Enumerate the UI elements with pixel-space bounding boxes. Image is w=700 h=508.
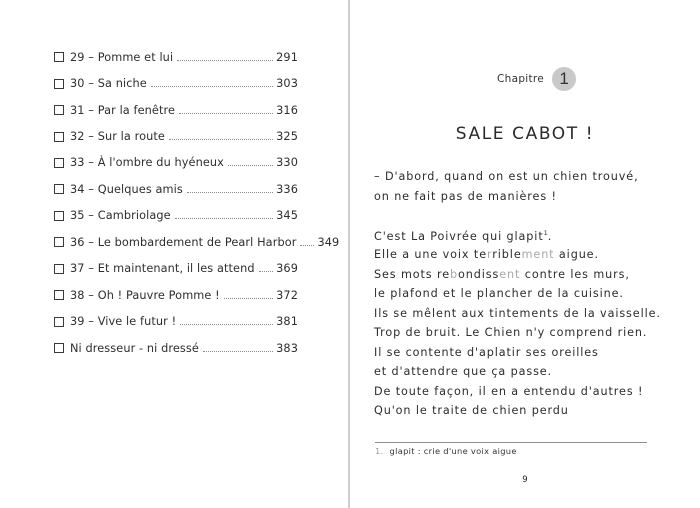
- silent-letter: ment: [521, 248, 555, 261]
- toc-page: 330: [276, 156, 298, 170]
- chapter-checkbox[interactable]: [54, 237, 64, 247]
- chapter-checkbox[interactable]: [54, 343, 64, 353]
- text-line: [374, 268, 664, 288]
- chapter-checkbox[interactable]: [54, 264, 64, 274]
- dot-leader: [203, 351, 273, 352]
- toc-title: 39 – Vive le futur !: [70, 315, 177, 329]
- chapter-checkbox[interactable]: [54, 52, 64, 62]
- toc-title: 34 – Quelques amis: [70, 182, 183, 196]
- page-gutter-divider: [348, 0, 350, 508]
- footnote-separator: [375, 442, 647, 443]
- text-span: contre les murs,: [520, 267, 630, 281]
- silent-letter: r: [486, 248, 493, 261]
- toc-title: 33 – À l'ombre du hyéneux: [70, 156, 224, 170]
- dot-leader: [300, 245, 314, 246]
- toc-page: 336: [276, 182, 298, 196]
- chapter-checkbox[interactable]: [54, 184, 64, 194]
- toc-row: [54, 256, 298, 282]
- toc-page: 291: [276, 50, 298, 64]
- toc-row: [54, 229, 340, 255]
- text-line: – D'abord, quand on est un chien trouvé,: [374, 170, 639, 183]
- dot-leader: [177, 60, 273, 61]
- chapter-checkbox[interactable]: [54, 105, 64, 115]
- text-span: Elle a une voix te: [374, 248, 487, 261]
- toc-page: 325: [276, 130, 298, 144]
- toc-page: 345: [276, 209, 298, 223]
- chapter-number-badge: 1: [552, 67, 576, 91]
- toc-page: 303: [276, 77, 298, 91]
- text-span: diss: [473, 267, 500, 281]
- text-span: C'est La Poivrée qui glapit: [374, 229, 544, 243]
- toc-title: 32 – Sur la route: [70, 130, 165, 144]
- chapter-body-text: [374, 170, 664, 424]
- toc-row: [54, 203, 298, 229]
- text-line: De toute façon, il en a entendu d'autres !: [374, 384, 644, 398]
- toc-page: 381: [276, 315, 298, 329]
- toc-title: 30 – Sa niche: [70, 77, 147, 91]
- toc-title: 38 – Oh ! Pauvre Pomme !: [70, 288, 220, 302]
- toc-row: [54, 70, 298, 96]
- toc-title: 35 – Cambriolage: [70, 209, 171, 223]
- dot-leader: [180, 324, 273, 325]
- footnote-reference[interactable]: 1: [543, 228, 548, 237]
- toc-title: 36 – Le bombardement de Pearl Harbor: [70, 235, 297, 249]
- text-line: [374, 248, 664, 268]
- silent-letter: ent: [499, 267, 521, 281]
- text-line: Ils se mêlent aux tintements de la vaisselle.: [374, 306, 661, 320]
- chapter-label: Chapitre: [497, 73, 545, 85]
- footnote: [375, 446, 517, 456]
- toc-page: 316: [276, 103, 298, 117]
- paragraph-gap: [374, 209, 664, 229]
- dot-leader: [259, 271, 274, 272]
- text-span: on: [458, 267, 474, 281]
- text-span: .: [547, 229, 553, 243]
- footnote-text: glapit : crie d'une voix aigue: [389, 446, 517, 456]
- dot-leader: [151, 86, 273, 87]
- chapter-checkbox[interactable]: [54, 158, 64, 168]
- chapter-heading: [497, 67, 576, 91]
- chapter-checkbox[interactable]: [54, 290, 64, 300]
- toc-row: [54, 176, 298, 202]
- chapter-checkbox[interactable]: [54, 79, 64, 89]
- dot-leader: [175, 218, 273, 219]
- dot-leader: [169, 139, 273, 140]
- text-line: [374, 229, 664, 249]
- toc-row: [54, 335, 298, 361]
- silent-letter: b: [450, 267, 459, 281]
- toc-row: [54, 282, 298, 308]
- dot-leader: [179, 113, 273, 114]
- dot-leader: [187, 192, 273, 193]
- toc-title: Ni dresseur - ni dressé: [70, 341, 199, 355]
- toc-row: [54, 308, 298, 334]
- chapter-checkbox[interactable]: [54, 211, 64, 221]
- toc-row: [54, 97, 298, 123]
- footnote-number: 1.: [375, 446, 384, 456]
- toc-page: 383: [276, 341, 298, 355]
- chapter-checkbox[interactable]: [54, 317, 64, 327]
- text-line: le plafond et le plancher de la cuisine.: [374, 287, 624, 300]
- text-span: Ses mots re: [374, 267, 451, 281]
- text-line: on ne fait pas de manières !: [374, 189, 557, 203]
- toc-page: 369: [276, 262, 298, 276]
- chapter-title: SALE CABOT !: [455, 124, 595, 144]
- page-number: 9: [522, 475, 528, 485]
- chapter-checkbox[interactable]: [54, 132, 64, 142]
- text-line: Trop de bruit. Le Chien n'y comprend rien.: [374, 326, 648, 339]
- table-of-contents: [54, 44, 340, 361]
- toc-title: 37 – Et maintenant, il les attend: [70, 262, 255, 276]
- toc-row: [54, 123, 298, 149]
- text-line: Qu'on le traite de chien perdu: [374, 404, 569, 417]
- dot-leader: [224, 298, 273, 299]
- toc-title: 29 – Pomme et lui: [70, 50, 174, 64]
- dot-leader: [228, 165, 273, 166]
- text-span: rible: [492, 248, 522, 261]
- text-line: Il se contente d'aplatir ses oreilles: [374, 345, 599, 359]
- text-span: aigue.: [554, 248, 599, 261]
- toc-title: 31 – Par la fenêtre: [70, 103, 176, 117]
- toc-page: 372: [276, 288, 298, 302]
- toc-page: 349: [317, 235, 340, 249]
- toc-row: [54, 44, 298, 70]
- toc-row: [54, 150, 298, 176]
- text-line: et d'attendre que ça passe.: [374, 365, 553, 378]
